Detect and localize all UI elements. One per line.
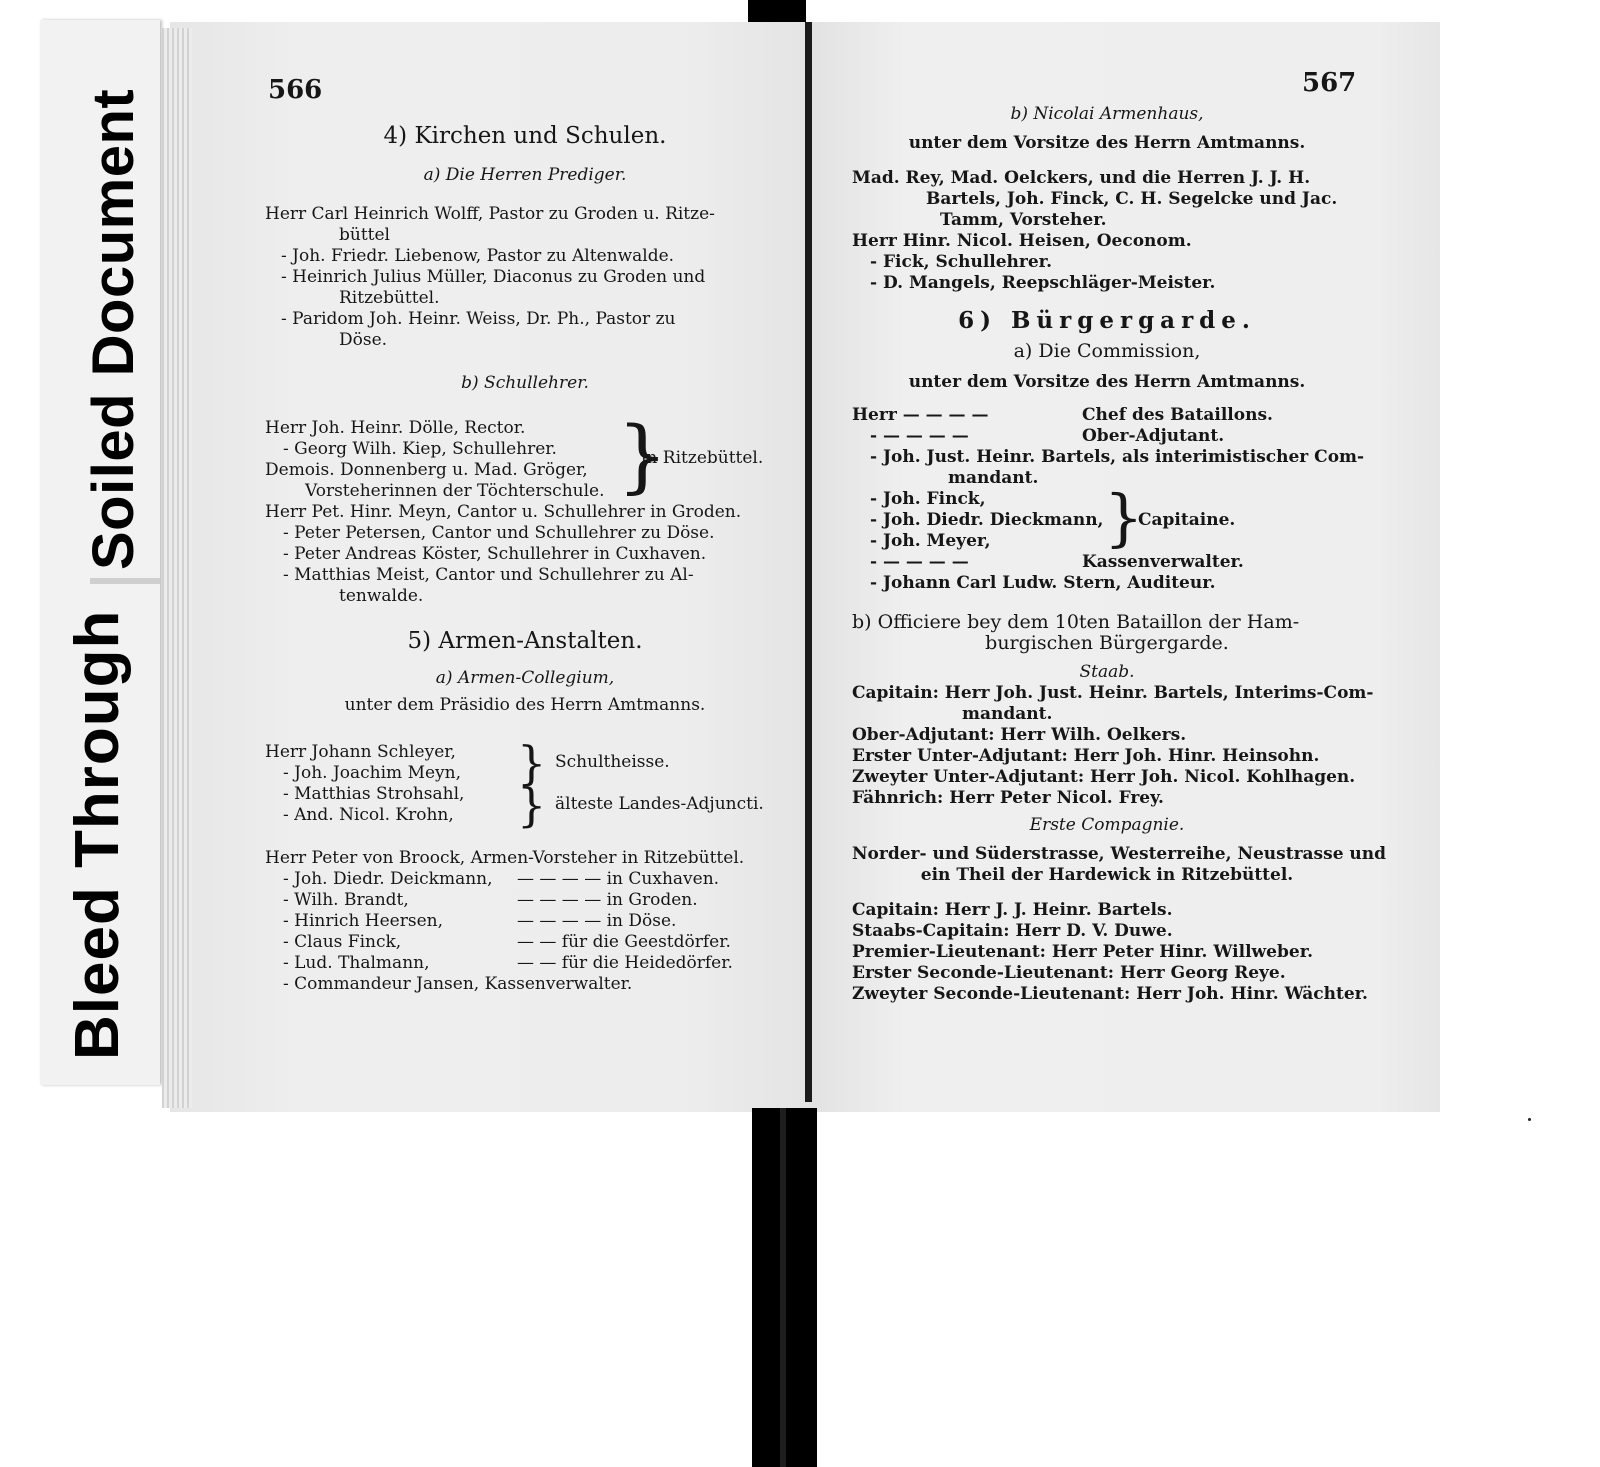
section-heading: 5) Armen-Anstalten. — [407, 628, 643, 654]
list-line: Erster Unter-Adjutant: Herr Joh. Hinr. Heinsohn. — [852, 746, 1320, 766]
brace: } — [517, 736, 547, 790]
brace: } — [1104, 481, 1144, 554]
commission-name: - — — — — — [870, 552, 969, 572]
list-line: - Georg Wilh. Kiep, Schullehrer. — [283, 439, 557, 459]
subheading: unter dem Vorsitze des Herrn Amtmanns. — [908, 133, 1306, 153]
list-line: Capitain: Herr J. J. Heinr. Bartels. — [852, 900, 1173, 920]
brace-note: in Ritzebüttel. — [641, 448, 764, 468]
list-line — [265, 890, 785, 911]
brace: } — [617, 409, 668, 502]
list-line — [265, 869, 785, 890]
list-line: - Peter Andreas Köster, Schullehrer in Cuxhaven. — [283, 544, 707, 564]
list-line: Norder- und Süderstrasse, Westerreihe, Neustrasse und — [852, 844, 1387, 864]
label-soiled-document: Soiled Document — [81, 88, 146, 570]
subheading: burgischen Bürgergarde. — [985, 632, 1229, 654]
list-line: Zweyter Unter-Adjutant: Herr Joh. Nicol. Kohlhagen. — [852, 767, 1356, 787]
list-line: Ober-Adjutant: Herr Wilh. Oelkers. — [852, 725, 1187, 745]
vorsteher-name: - Joh. Diedr. Deickmann, — [283, 869, 493, 889]
subheading: a) Die Herren Prediger. — [423, 165, 627, 185]
list-line: Premier-Lieutenant: Herr Peter Hinr. Willweber. — [852, 942, 1314, 962]
list-line: Mad. Rey, Mad. Oelckers, und die Herren J. J. H. — [852, 168, 1311, 188]
binder-clip-stripe — [780, 1108, 786, 1467]
subheading: b) Schullehrer. — [461, 373, 589, 393]
section-heading: 4) Kirchen und Schulen. — [383, 123, 667, 149]
vorsteher-name: - Claus Finck, — [283, 932, 402, 952]
subheading: a) Armen-Collegium, — [435, 668, 615, 688]
list-line: Ritzebüttel. — [339, 288, 440, 308]
brace-note: Schultheisse. — [555, 752, 670, 772]
list-line — [265, 848, 785, 869]
vorsteher-name: - Commandeur Jansen, Kassenverwalter. — [283, 974, 633, 994]
list-line: Staabs-Capitain: Herr D. V. Duwe. — [852, 921, 1173, 941]
list-line: - Matthias Strohsahl, — [283, 784, 465, 804]
list-line: Herr Carl Heinrich Wolff, Pastor zu Groden u. Ritze- — [265, 204, 715, 224]
list-line: Capitain: Herr Joh. Just. Heinr. Bartels, Interims-Com- — [852, 683, 1374, 703]
list-line: Erster Seconde-Lieutenant: Herr Georg Reye. — [852, 963, 1286, 983]
page-number-left: 566 — [268, 75, 323, 105]
subheading: b) Nicolai Armenhaus, — [1010, 104, 1204, 124]
list-line: - Joh. Just. Heinr. Bartels, als interimistischer Com- — [870, 447, 1365, 467]
vorsteher-name: - Hinrich Heersen, — [283, 911, 444, 931]
commission-name: - — — — — — [870, 426, 969, 446]
subheading: unter dem Vorsitze des Herrn Amtmanns. — [908, 372, 1306, 392]
list-line: - Joh. Diedr. Dieckmann, — [870, 510, 1104, 530]
list-line — [265, 932, 785, 953]
list-line — [852, 405, 1362, 426]
list-line — [265, 974, 785, 995]
vorsteher-place: — — für die Heidedörfer. — [517, 953, 733, 973]
subheading: b) Officiere bey dem 10ten Bataillon der Ham- — [852, 611, 1300, 633]
brace-note: Capitaine. — [1138, 510, 1236, 530]
speck — [1528, 1118, 1531, 1121]
list-line — [852, 426, 1362, 447]
subheading: Erste Compagnie. — [1029, 815, 1185, 835]
vorsteher-name: - Wilh. Brandt, — [283, 890, 409, 910]
subheading: unter dem Präsidio des Herrn Amtmanns. — [344, 695, 706, 715]
list-line: Bartels, Joh. Finck, C. H. Segelcke und Jac. — [926, 189, 1338, 209]
vorsteher-list — [265, 848, 785, 995]
list-line: - Johann Carl Ludw. Stern, Auditeur. — [870, 573, 1216, 593]
list-line: Fähnrich: Herr Peter Nicol. Frey. — [852, 788, 1164, 808]
vorsteher-name: Herr Peter von Broock, Armen-Vorsteher in Ritzebüttel. — [265, 848, 745, 868]
list-line: Demois. Donnenberg u. Mad. Gröger, — [265, 460, 588, 480]
commission-role: Ober-Adjutant. — [1082, 426, 1225, 446]
capitaine-group — [852, 481, 1362, 554]
list-line: - And. Nicol. Krohn, — [283, 805, 454, 825]
list-line: Herr Joh. Heinr. Dölle, Rector. — [265, 418, 526, 438]
list-line — [265, 953, 785, 974]
list-line: Tamm, Vorsteher. — [940, 210, 1107, 230]
page-number-right: 567 — [1302, 68, 1357, 98]
label-bleed-through: Bleed Through — [63, 609, 132, 1060]
vorsteher-place: — — für die Geestdörfer. — [517, 932, 731, 952]
list-line: Herr Hinr. Nicol. Heisen, Oeconom. — [852, 231, 1192, 251]
schullehrer-group — [265, 409, 785, 502]
list-line: büttel — [339, 225, 390, 245]
staab-list — [852, 683, 1374, 809]
list-line: Herr Pet. Hinr. Meyn, Cantor u. Schullehrer in Groden. — [265, 502, 742, 522]
subheading: Staab. — [1079, 662, 1135, 682]
commission-role: Chef des Bataillons. — [1082, 405, 1273, 425]
list-line: ein Theil der Hardewick in Ritzebüttel. — [920, 865, 1294, 885]
list-line: mandant. — [962, 704, 1053, 724]
binder-clip-top — [748, 0, 806, 22]
adjuncti-group — [265, 778, 785, 832]
commission-list — [852, 405, 1365, 594]
armenhaus-list — [852, 168, 1362, 294]
list-line: - Joh. Finck, — [870, 489, 986, 509]
section-heading: 6) Bürgergarde. — [958, 307, 1256, 334]
left-page-content — [265, 70, 785, 995]
list-line — [852, 552, 1362, 573]
list-line: - Heinrich Julius Müller, Diaconus zu Groden und — [281, 267, 706, 287]
erste-description — [852, 844, 1387, 886]
subheading: a) Die Commission, — [1013, 340, 1201, 362]
commission-role: Kassenverwalter. — [1082, 552, 1244, 572]
vorsteher-place: — — — — in Groden. — [517, 890, 698, 910]
brace-note: älteste Landes-Adjuncti. — [555, 794, 764, 814]
list-line: Zweyter Seconde-Lieutenant: Herr Joh. Hinr. Wächter. — [852, 984, 1368, 1004]
scanner-label-strip — [0, 0, 170, 1090]
list-line: tenwalde. — [339, 586, 424, 606]
list-line: Herr Johann Schleyer, — [265, 742, 456, 762]
list-line: - Joh. Joachim Meyn, — [283, 763, 461, 783]
label-divider — [90, 578, 160, 584]
list-line: Vorsteherinnen der Töchterschule. — [305, 481, 605, 501]
vorsteher-name: - Lud. Thalmann, — [283, 953, 430, 973]
list-line: - Joh. Friedr. Liebenow, Pastor zu Altenwalde. — [281, 246, 675, 266]
list-line — [265, 911, 785, 932]
list-line: - Matthias Meist, Cantor und Schullehrer zu Al- — [283, 565, 694, 585]
list-line: - Paridom Joh. Heinr. Weiss, Dr. Ph., Pastor zu — [281, 309, 676, 329]
list-line: - D. Mangels, Reepschläger-Meister. — [870, 273, 1216, 293]
list-line: Döse. — [339, 330, 388, 350]
erste-list — [852, 900, 1368, 1005]
vorsteher-place: — — — — in Döse. — [517, 911, 677, 931]
prediger-list — [265, 204, 785, 351]
list-line: - Fick, Schullehrer. — [870, 252, 1052, 272]
right-page-content — [852, 70, 1387, 1005]
list-line: - Joh. Meyer, — [870, 531, 991, 551]
list-line: mandant. — [948, 468, 1039, 488]
commission-name: Herr — — — — — [852, 405, 989, 425]
book-spine — [805, 22, 812, 1102]
left-page-edge — [162, 28, 192, 1108]
brace: } — [517, 778, 547, 832]
vorsteher-place: — — — — in Cuxhaven. — [517, 869, 720, 889]
list-line: - Peter Petersen, Cantor und Schullehrer zu Döse. — [283, 523, 715, 543]
